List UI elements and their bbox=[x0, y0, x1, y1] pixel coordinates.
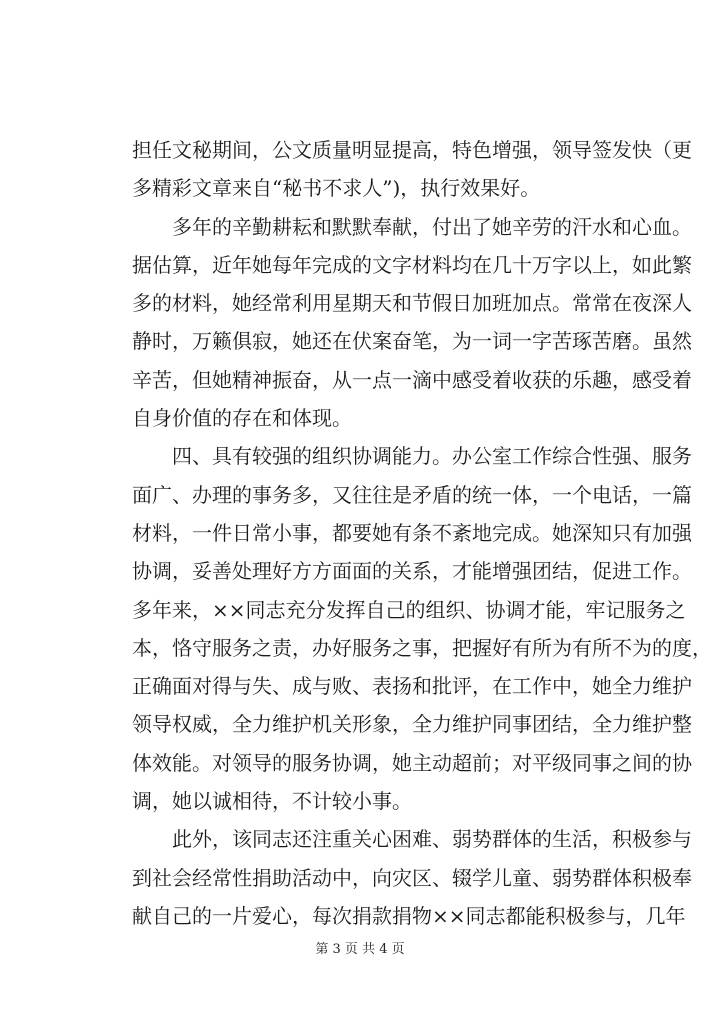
text-line: 据估算，近年她每年完成的文字材料均在几十万字以上，如此繁 bbox=[132, 252, 692, 277]
text-line: 多精彩文章来自“秘书不求人”)，执行效果好。 bbox=[132, 176, 541, 201]
text-line: 担任文秘期间，公文质量明显提高，特色增强，领导签发快（更 bbox=[132, 138, 692, 162]
text-line: 面广、办理的事务多，又往往是矛盾的统一体，一个电话，一篇 bbox=[132, 482, 692, 507]
document-body bbox=[132, 131, 712, 935]
text-line: 到社会经常性捐助活动中，向灾区、辍学儿童、弱势群体积极奉 bbox=[132, 865, 692, 890]
text-line: 协调，妥善处理好方方面面的关系，才能增强团结，促进工作。 bbox=[132, 559, 692, 584]
text-line: 领导权威，全力维护机关形象，全力维护同事团结，全力维护整 bbox=[132, 712, 692, 737]
text-line: 自身价值的存在和体现。 bbox=[132, 406, 352, 431]
text-line: 本，恪守服务之责，办好服务之事，把握好有所为有所不为的度， bbox=[132, 635, 712, 660]
text-line: 正确面对得与失、成与败、表扬和批评，在工作中，她全力维护 bbox=[132, 674, 692, 699]
paragraph-start-line: 多年的辛勤耕耘和默默奉献，付出了她辛劳的汗水和心血。 bbox=[172, 214, 692, 239]
text-line: 多年来，××同志充分发挥自己的组织、协调才能，牢记服务之 bbox=[132, 597, 686, 622]
text-line: 静时，万籁俱寂，她还在伏案奋笔，为一词一字苦琢苦磨。虽然 bbox=[132, 329, 692, 354]
paragraph-start-line: 此外，该同志还注重关心困难、弱势群体的生活，积极参与 bbox=[172, 827, 692, 852]
text-line: 体效能。对领导的服务协调，她主动超前；对平级同事之间的协 bbox=[132, 750, 692, 775]
text-line: 辛苦，但她精神振奋，从一点一滴中感受着收获的乐趣，感受着 bbox=[132, 367, 692, 392]
page-number-footer: 第 3 页 共 4 页 bbox=[315, 942, 405, 957]
paragraph-start-line: 四、具有较强的组织协调能力。办公室工作综合性强、服务 bbox=[172, 444, 692, 469]
text-line: 多的材料，她经常利用星期天和节假日加班加点。常常在夜深人 bbox=[132, 291, 692, 316]
text-line: 材料，一件日常小事，都要她有条不紊地完成。她深知只有加强 bbox=[132, 520, 692, 545]
text-line: 献自己的一片爱心，每次捐款捐物××同志都能积极参与，几年 bbox=[132, 903, 686, 928]
text-line: 调，她以诚相待，不计较小事。 bbox=[132, 789, 412, 814]
